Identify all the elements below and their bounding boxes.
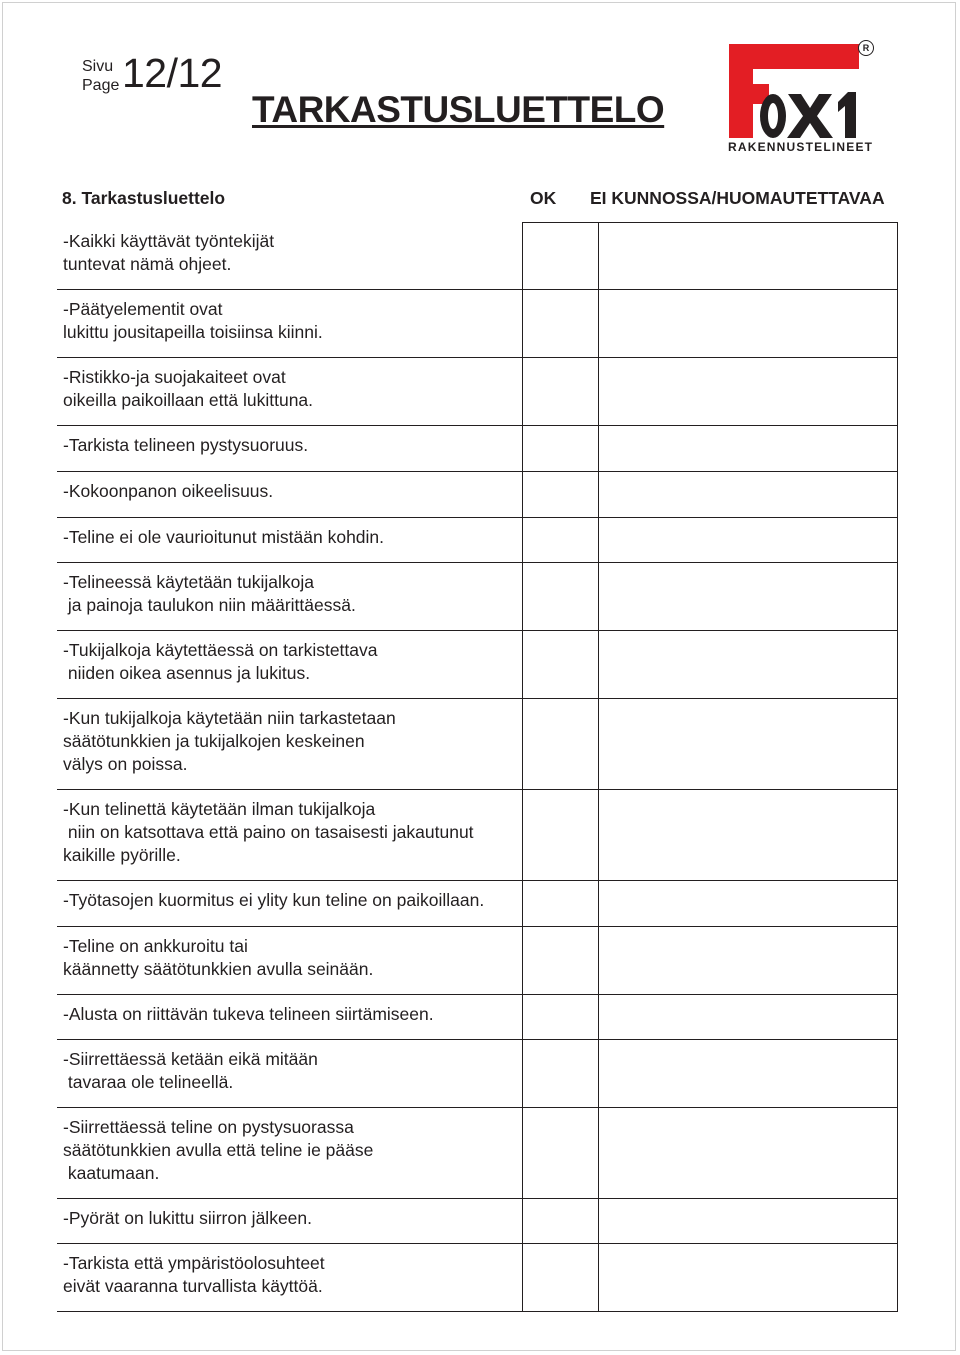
ok-checkbox-cell[interactable]	[522, 472, 598, 518]
document-title: TARKASTUSLUETTELO	[252, 89, 665, 130]
remarks-cell[interactable]	[598, 1040, 898, 1108]
remarks-cell[interactable]	[598, 699, 898, 790]
checklist-item-text: -Teline on ankkuroitu tai käännetty säätötunkkien avulla seinään.	[57, 927, 522, 995]
ok-checkbox-cell[interactable]	[522, 1040, 598, 1108]
checklist-row	[57, 563, 898, 631]
remarks-cell[interactable]	[598, 472, 898, 518]
ok-checkbox-cell[interactable]	[522, 995, 598, 1040]
checklist-item-text: -Kun telinettä käytetään ilman tukijalkoja niin on katsottava että paino on tasaisesti jakautunut kaikille pyörille.	[57, 790, 522, 881]
checklist-section-title: 8. Tarkastusluettelo	[62, 188, 226, 208]
remarks-cell[interactable]	[598, 358, 898, 426]
checklist-row	[57, 699, 898, 790]
page-label	[82, 57, 119, 95]
checklist-row	[57, 1244, 898, 1312]
ok-checkbox-cell[interactable]	[522, 358, 598, 426]
remarks-cell[interactable]	[598, 1108, 898, 1199]
remarks-cell[interactable]	[598, 426, 898, 472]
ok-checkbox-cell[interactable]	[522, 631, 598, 699]
remarks-cell[interactable]	[598, 518, 898, 563]
checklist-item-text: -Tukijalkoja käytettäessä on tarkistettava niiden oikea asennus ja lukitus.	[57, 631, 522, 699]
checklist-table	[57, 222, 898, 1312]
checklist-item-text: -Ristikko-ja suojakaiteet ovat oikeilla paikoillaan että lukittuna.	[57, 358, 522, 426]
ok-column-header: OK	[530, 188, 557, 208]
ok-checkbox-cell[interactable]	[522, 927, 598, 995]
checklist-row	[57, 472, 898, 518]
checklist-row	[57, 1199, 898, 1244]
checklist-row	[57, 1040, 898, 1108]
checklist-row	[57, 358, 898, 426]
remarks-cell[interactable]	[598, 563, 898, 631]
checklist-item-text: -Työtasojen kuormitus ei ylity kun teline on paikoillaan.	[57, 881, 522, 927]
remarks-cell[interactable]	[598, 290, 898, 358]
checklist-item-text: -Tarkista telineen pystysuoruus.	[57, 426, 522, 472]
page-label-fi: Sivu	[82, 58, 114, 75]
checklist-item-text: -Pyörät on lukittu siirron jälkeen.	[57, 1199, 522, 1244]
registered-mark: R	[858, 40, 874, 56]
ok-checkbox-cell[interactable]	[522, 881, 598, 927]
page-label-en: Page	[82, 77, 120, 94]
checklist-row	[57, 631, 898, 699]
ok-checkbox-cell[interactable]	[522, 1244, 598, 1312]
checklist-item-text: -Tarkista että ympäristöolosuhteet eivät vaaranna turvallista käyttöä.	[57, 1244, 522, 1312]
checklist-row	[57, 426, 898, 472]
checklist-row	[57, 790, 898, 881]
ok-checkbox-cell[interactable]	[522, 563, 598, 631]
remarks-cell[interactable]	[598, 222, 898, 290]
checklist-item-text: -Siirrettäessä ketään eikä mitään tavaraa ole telineellä.	[57, 1040, 522, 1108]
remarks-column-header: EI KUNNOSSA/HUOMAUTETTAVAA	[590, 188, 885, 208]
remarks-cell[interactable]	[598, 631, 898, 699]
checklist-item-text: -Alusta on riittävän tukeva telineen siirtämiseen.	[57, 995, 522, 1040]
checklist-item-text: -Päätyelementit ovat lukittu jousitapeilla toisiinsa kiinni.	[57, 290, 522, 358]
checklist-row	[57, 995, 898, 1040]
ok-checkbox-cell[interactable]	[522, 290, 598, 358]
ok-checkbox-cell[interactable]	[522, 222, 598, 290]
remarks-cell[interactable]	[598, 995, 898, 1040]
checklist-item-text: -Teline ei ole vaurioitunut mistään kohdin.	[57, 518, 522, 563]
remarks-cell[interactable]	[598, 1244, 898, 1312]
ok-checkbox-cell[interactable]	[522, 790, 598, 881]
ok-checkbox-cell[interactable]	[522, 1108, 598, 1199]
checklist-row	[57, 290, 898, 358]
checklist-item-text: -Kokoonpanon oikeelisuus.	[57, 472, 522, 518]
ok-checkbox-cell[interactable]	[522, 426, 598, 472]
checklist-row	[57, 881, 898, 927]
checklist-item-text: -Kaikki käyttävät työntekijät tuntevat nämä ohjeet.	[57, 222, 522, 290]
checklist-item-text: -Kun tukijalkoja käytetään niin tarkastetaan säätötunkkien ja tukijalkojen keskeinen välys on poissa.	[57, 699, 522, 790]
ok-checkbox-cell[interactable]	[522, 699, 598, 790]
remarks-cell[interactable]	[598, 927, 898, 995]
remarks-cell[interactable]	[598, 790, 898, 881]
checklist-row	[57, 222, 898, 290]
page-number: 12/12	[122, 50, 223, 96]
checklist-row	[57, 927, 898, 995]
checklist-row	[57, 1108, 898, 1199]
ok-checkbox-cell[interactable]	[522, 518, 598, 563]
logo-caption: RAKENNUSTELINEET	[728, 140, 874, 154]
remarks-cell[interactable]	[598, 881, 898, 927]
checklist-row	[57, 518, 898, 563]
checklist-item-text: -Telineessä käytetään tukijalkoja ja painoja taulukon niin määrittäessä.	[57, 563, 522, 631]
remarks-cell[interactable]	[598, 1199, 898, 1244]
checklist-item-text: -Siirrettäessä teline on pystysuorassa säätötunkkien avulla että teline ie pääse kaatumaan.	[57, 1108, 522, 1199]
ok-checkbox-cell[interactable]	[522, 1199, 598, 1244]
